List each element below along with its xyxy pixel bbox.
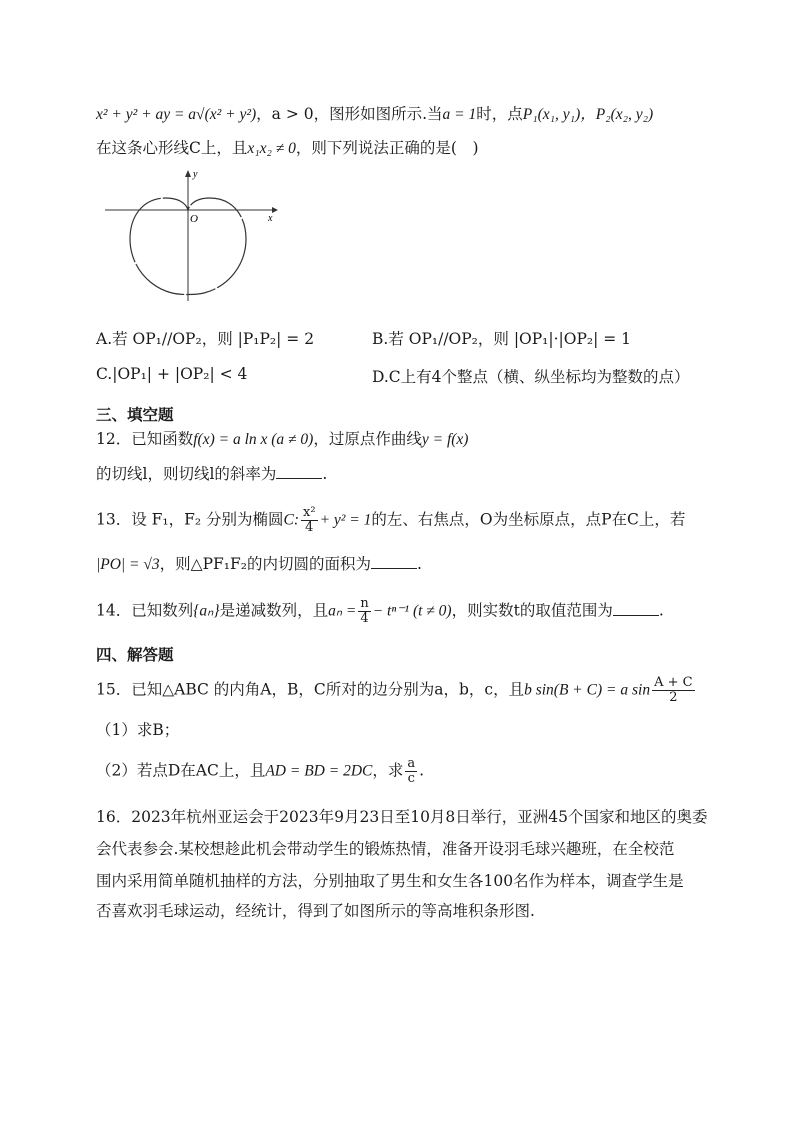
- q13-frac-den: 4: [305, 520, 314, 535]
- q15-frac-num: A + C: [654, 675, 693, 690]
- q13-end: .: [416, 555, 422, 573]
- q15-part2-end: .: [419, 761, 425, 780]
- q11-line2: [96, 137, 479, 160]
- q13-text3: ，则△PF₁F₂的内切圆的面积为: [159, 555, 371, 573]
- q14-fraction: [358, 597, 370, 626]
- q11-a-value: a = 1: [442, 106, 477, 123]
- q15-eq: b sin(B + C) = a sin: [524, 681, 651, 699]
- q15-text1: 15．已知△ABC 的内角A，B，C所对的边分别为a，b，c，且: [96, 680, 525, 699]
- q15-line1: [96, 676, 697, 705]
- q13-ellipse-rest: + y² = 1: [319, 511, 372, 529]
- q15-part2-text: （2）若点D在AC上，且: [96, 761, 266, 780]
- x-axis-label: x: [268, 213, 273, 224]
- q14-text1: 14．已知数列: [96, 601, 194, 620]
- section-fill-blank-heading: 三、填空题: [96, 406, 174, 424]
- q13-ellipse-name: C:: [283, 511, 300, 529]
- q11-line1: [96, 103, 653, 126]
- q14-seq: {aₙ}: [193, 602, 220, 620]
- q13-answer-blank[interactable]: [371, 554, 417, 569]
- q16-line2: 会代表参会.某校想趁此机会带动学生的锻炼热情，准备开设羽毛球兴趣班，在全校范: [96, 840, 675, 858]
- section-answer-heading: 四、解答题: [96, 646, 174, 664]
- q12-end: .: [322, 465, 328, 483]
- q12-answer-blank[interactable]: [276, 464, 322, 479]
- q11-option-b: B.若 OP₁//OP₂，则 |OP₁|·|OP₂| = 1: [372, 330, 632, 348]
- q15-part2-den: c: [407, 771, 415, 786]
- q15-frac-den: 2: [669, 690, 678, 705]
- q11-condition: ，a > 0，图形如图所示.当: [256, 105, 443, 123]
- q13-text1: 13．设 F₁，F₂ 分别为椭圆: [96, 510, 284, 529]
- q14-an: aₙ =: [328, 602, 357, 620]
- q11-text2: 在这条心形线C上，且: [96, 139, 248, 157]
- q12-line2: [96, 463, 327, 485]
- q14-frac-den: 4: [360, 611, 369, 626]
- q11-text3: ，则下列说法正确的是( ): [295, 139, 479, 157]
- q12-text1: 12．已知函数: [96, 430, 194, 448]
- q11-points: P₁(x₁, y₁)，P₂(x₂, y₂): [522, 106, 654, 123]
- q12-line1: [96, 428, 468, 451]
- q14-text3: ，则实数t的取值范围为: [451, 601, 613, 620]
- q15-part2-num: a: [407, 756, 416, 771]
- q12-func: f(x) = a ln x (a ≠ 0): [193, 431, 314, 448]
- q15-part2: [96, 757, 424, 786]
- q12-text3: 的切线l，则切线l的斜率为: [96, 465, 277, 483]
- q12-curve: y = f(x): [421, 431, 469, 448]
- q11-text: 时，点: [476, 105, 523, 123]
- q15-part2-ask: ，求: [372, 761, 404, 780]
- q13-line2: [96, 553, 422, 576]
- q11-option-a: A.若 OP₁//OP₂，则 |P₁P₂| = 2: [96, 330, 315, 348]
- q14-frac-num: n: [360, 596, 369, 611]
- q16-line3: 围内采用简单随机抽样的方法，分别抽取了男生和女生各100名作为样本，调查学生是: [96, 872, 684, 890]
- y-axis-label: y: [193, 169, 198, 180]
- q13-text2: 的左、右焦点，O为坐标原点，点P在C上，若: [371, 510, 686, 529]
- q15-part2-eq: AD = BD = 2DC: [265, 762, 373, 780]
- cardioid-figure: [100, 165, 285, 305]
- q14-an-tail: − tⁿ⁻¹ (t ≠ 0): [372, 602, 452, 620]
- q14-answer-blank[interactable]: [613, 601, 659, 616]
- origin-label: O: [190, 213, 198, 225]
- q13-line1: [96, 506, 685, 535]
- q13-frac-num: x²: [303, 505, 316, 520]
- q15-part2-fraction: [405, 757, 417, 786]
- q11-option-c: C.|OP₁| + |OP₂| < 4: [96, 365, 248, 383]
- q11-cond2: x₁x₂ ≠ 0: [247, 140, 296, 157]
- q14-end: .: [658, 601, 664, 620]
- q16-line1: 16．2023年杭州亚运会于2023年9月23日至10月8日举行，亚洲45个国家和地区的奥委: [96, 808, 708, 826]
- q16-line4: 否喜欢羽毛球运动，经统计，得到了如图所示的等高堆积条形图.: [96, 902, 535, 920]
- q13-ellipse-fraction: [301, 506, 318, 535]
- q15-fraction: [652, 676, 695, 705]
- q14-text2: 是递减数列，且: [219, 601, 329, 620]
- q14-line1: [96, 597, 664, 626]
- q13-po: |PO| = √3: [96, 556, 160, 573]
- q11-option-d: D.C上有4个整点（横、纵坐标均为整数的点）: [372, 368, 690, 386]
- q11-equation: x² + y² + ay = a√(x² + y²): [96, 106, 257, 123]
- q12-text2: ，过原点作曲线: [313, 430, 422, 448]
- q15-part1: （1）求B；: [96, 721, 180, 739]
